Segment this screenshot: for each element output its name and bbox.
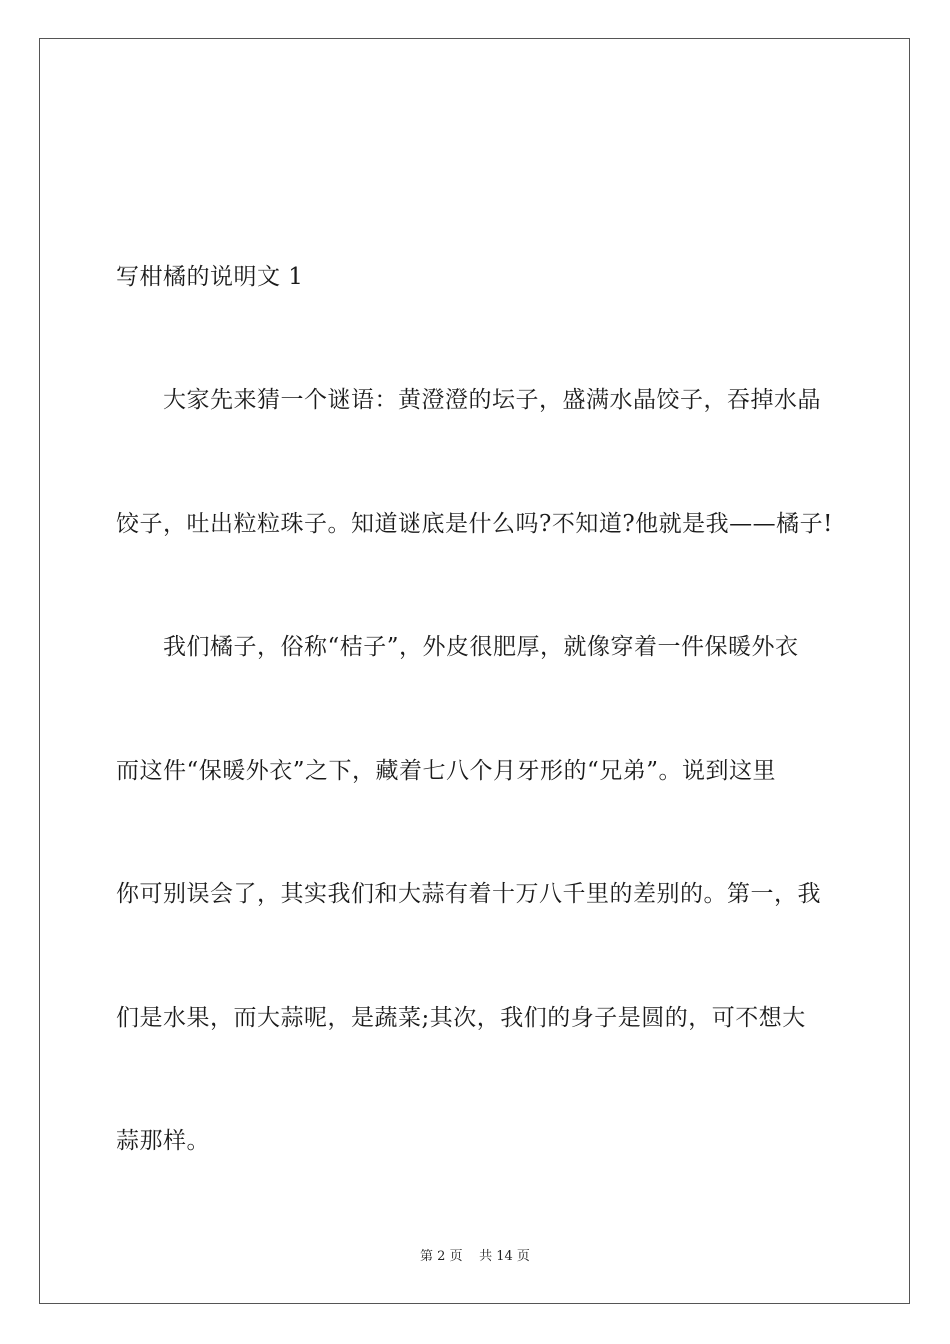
page-border: [39, 38, 910, 1304]
paragraph-line: 大家先来猜一个谜语：黄澄澄的坛子，盛满水晶饺子，吞掉水晶: [116, 387, 821, 413]
paragraph-line: 而这件“保暖外衣”之下，藏着七八个月牙形的“兄弟”。说到这里: [116, 758, 777, 784]
document-title: 写柑橘的说明文 1: [116, 264, 304, 290]
page-footer: [0, 1248, 950, 1266]
paragraph-line: 我们橘子，俗称“桔子”，外皮很肥厚，就像穿着一件保暖外衣: [116, 634, 799, 660]
paragraph-line: 你可别误会了，其实我们和大蒜有着十万八千里的差别的。第一，我: [116, 881, 821, 907]
paragraph-line: 们是水果，而大蒜呢，是蔬菜;其次，我们的身子是圆的，可不想大: [116, 1005, 806, 1031]
page-number: 第 2 页: [420, 1249, 463, 1264]
paragraph-line: 饺子，吐出粒粒珠子。知道谜底是什么吗?不知道?他就是我——橘子!: [116, 511, 833, 537]
paragraph-line: 蒜那样。: [116, 1128, 210, 1154]
page-total: 共 14 页: [479, 1249, 530, 1264]
